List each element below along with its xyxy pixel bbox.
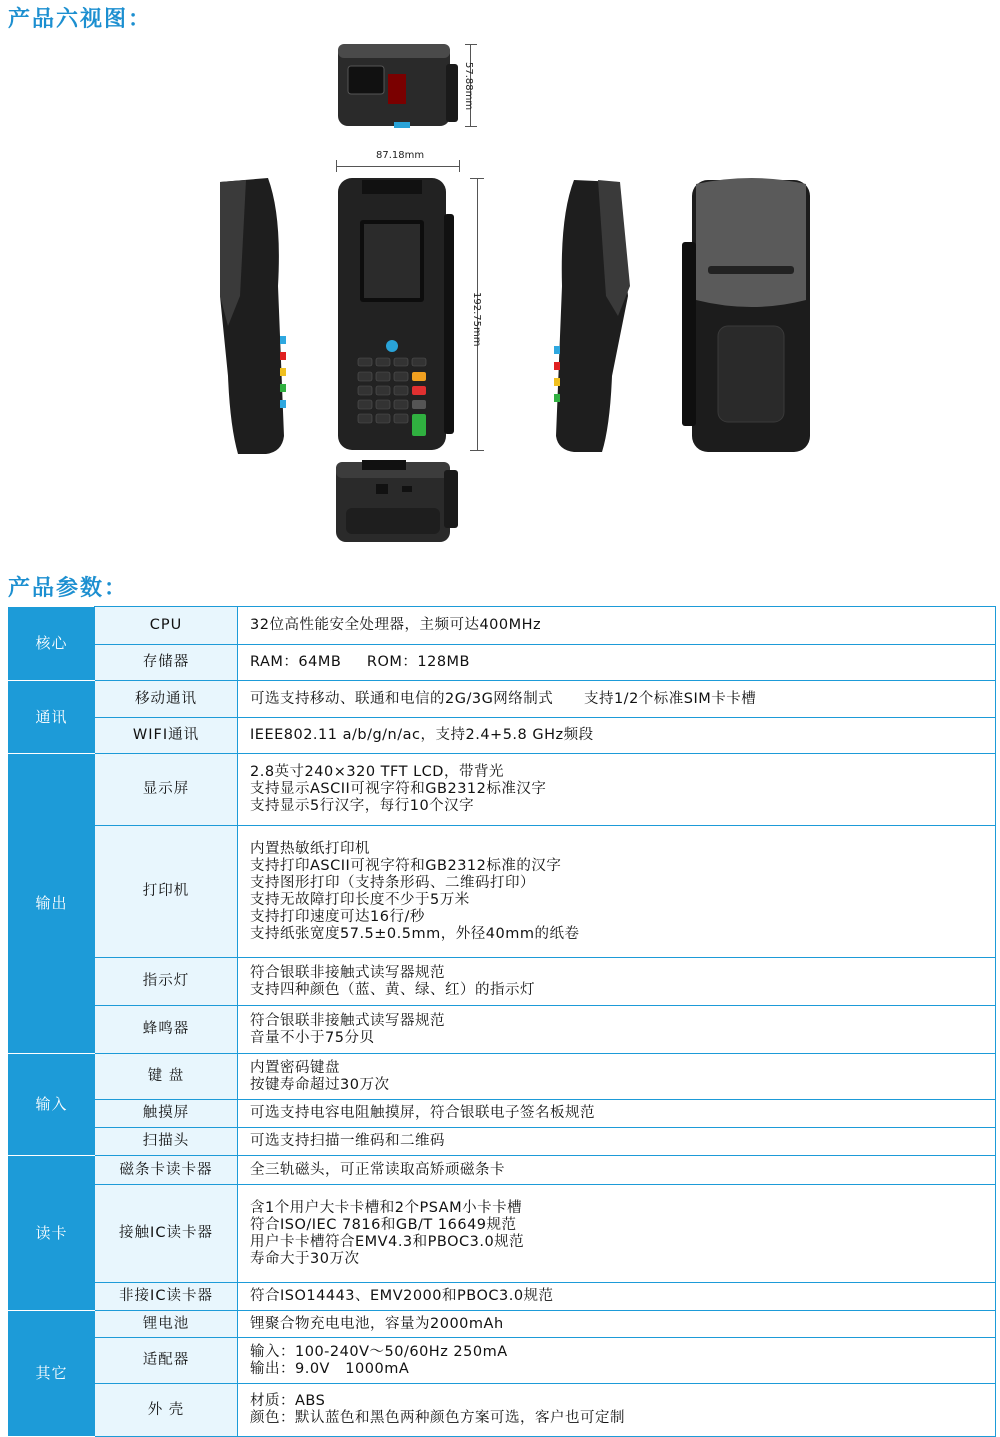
dim-width: 87.18mm (376, 150, 425, 161)
spec-value-line: 全三轨磁头，可正常读取高矫顽磁条卡 (250, 1161, 505, 1178)
spec-item-label: 接触IC读卡器 (95, 1185, 238, 1283)
spec-item-value (238, 1128, 996, 1156)
spec-item-value (238, 645, 996, 681)
spec-value-line: 32位高性能安全处理器，主频可达400MHz (250, 617, 542, 633)
spec-value-line: 用户卡卡槽符合EMV4.3和PBOC3.0规范 (250, 1233, 525, 1250)
spec-group-label: 读卡 (9, 1156, 95, 1311)
spec-item-value (238, 1283, 996, 1311)
spec-group-label: 通讯 (9, 681, 95, 754)
spec-row (9, 1054, 996, 1100)
dim-length: 192.75mm (471, 292, 482, 347)
spec-item-label: 适配器 (95, 1338, 238, 1384)
spec-value-line: 锂聚合物充电电池，容量为2000mAh (250, 1315, 504, 1332)
spec-item-label: 显示屏 (95, 754, 238, 826)
spec-row (9, 1283, 996, 1311)
spec-value-line: 支持打印速度可达16行/秒 (250, 908, 425, 925)
spec-value-line: 符合ISO/IEC 7816和GB/T 16649规范 (250, 1216, 517, 1233)
spec-value-line: 音量不小于75分贝 (250, 1029, 375, 1046)
spec-item-label: CPU (95, 607, 238, 645)
device-front-view (332, 174, 462, 456)
spec-value-line: 支持纸张宽度57.5±0.5mm，外径40mm的纸卷 (250, 925, 580, 942)
spec-row (9, 754, 996, 826)
spec-row (9, 826, 996, 958)
spec-item-label: 锂电池 (95, 1311, 238, 1338)
spec-value-line: 符合银联非接触式读写器规范 (250, 964, 445, 981)
spec-group-label: 核心 (9, 607, 95, 681)
spec-value-line: IEEE802.11 a/b/g/n/ac，支持2.4+5.8 GHz频段 (250, 727, 594, 743)
spec-value-line: 支持四种颜色（蓝、黄、绿、红）的指示灯 (250, 981, 535, 998)
spec-item-label: 磁条卡读卡器 (95, 1156, 238, 1185)
spec-value-line: RAM：64MB ROM：128MB (250, 654, 471, 670)
spec-row (9, 718, 996, 754)
spec-item-value (238, 1384, 996, 1437)
spec-value-line: 寿命大于30万次 (250, 1250, 360, 1267)
spec-item-value (238, 1100, 996, 1128)
spec-value-line: 内置密码键盘 (250, 1059, 340, 1076)
spec-value-line: 可选支持电容电阻触摸屏，符合银联电子签名板规范 (250, 1105, 595, 1121)
spec-row (9, 607, 996, 645)
spec-row (9, 1100, 996, 1128)
spec-row (9, 1185, 996, 1283)
spec-row (9, 1384, 996, 1437)
spec-item-label: 非接IC读卡器 (95, 1283, 238, 1311)
spec-row (9, 1156, 996, 1185)
spec-item-value (238, 1006, 996, 1054)
spec-item-label: 触摸屏 (95, 1100, 238, 1128)
spec-row (9, 1006, 996, 1054)
spec-row (9, 645, 996, 681)
spec-value-line: 支持图形打印（支持条形码、二维码打印） (250, 874, 535, 891)
spec-item-label: 外 壳 (95, 1384, 238, 1437)
spec-item-value (238, 826, 996, 958)
spec-item-value (238, 1156, 996, 1185)
device-back-view (682, 176, 822, 456)
spec-item-value (238, 1338, 996, 1384)
spec-item-value (238, 607, 996, 645)
dim-height-top: 57.88mm (463, 62, 474, 111)
spec-group-label: 其它 (9, 1311, 95, 1437)
spec-value-line: 支持显示5行汉字，每行10个汉字 (250, 798, 475, 814)
device-top-view (334, 42, 464, 132)
spec-table (8, 606, 996, 1437)
spec-row (9, 681, 996, 718)
spec-value-line: 2.8英寸240×320 TFT LCD，带背光 (250, 764, 504, 780)
spec-item-value (238, 1185, 996, 1283)
spec-value-line: 符合银联非接触式读写器规范 (250, 1012, 445, 1029)
spec-item-value (238, 681, 996, 718)
spec-item-value (238, 1311, 996, 1338)
spec-value-line: 符合ISO14443、EMV2000和PBOC3.0规范 (250, 1288, 554, 1304)
spec-item-label: 扫描头 (95, 1128, 238, 1156)
spec-row (9, 1338, 996, 1384)
spec-item-value (238, 754, 996, 826)
spec-item-label: 键 盘 (95, 1054, 238, 1100)
spec-row (9, 1311, 996, 1338)
spec-item-value (238, 958, 996, 1006)
spec-item-label: 蜂鸣器 (95, 1006, 238, 1054)
spec-item-label: 存储器 (95, 645, 238, 681)
spec-value-line: 输出：9.0V 1000mA (250, 1360, 410, 1377)
spec-row (9, 958, 996, 1006)
spec-group-label: 输入 (9, 1054, 95, 1156)
spec-value-line: 支持打印ASCII可视字符和GB2312标准的汉字 (250, 857, 562, 874)
spec-value-line: 内置热敏纸打印机 (250, 840, 370, 857)
spec-value-line: 支持无故障打印长度不少于5万米 (250, 891, 470, 908)
spec-item-label: 指示灯 (95, 958, 238, 1006)
params-section-title: 产品参数： (8, 576, 129, 601)
views-section-title: 产品六视图： (8, 7, 153, 32)
spec-item-label: 移动通讯 (95, 681, 238, 718)
device-bottom-view (332, 458, 466, 548)
spec-item-value (238, 1054, 996, 1100)
spec-value-line: 材质：ABS (250, 1393, 326, 1409)
spec-item-label: 打印机 (95, 826, 238, 958)
device-right-side-view (548, 176, 644, 454)
spec-value-line: 颜色：默认蓝色和黑色两种颜色方案可选，客户也可定制 (250, 1410, 625, 1426)
spec-value-line: 按键寿命超过30万次 (250, 1076, 390, 1093)
spec-value-line: 可选支持移动、联通和电信的2G/3G网络制式 支持1/2个标准SIM卡卡槽 (250, 690, 757, 707)
spec-value-line: 输入：100-240V～50/60Hz 250mA (250, 1343, 508, 1360)
spec-item-label: WIFI通讯 (95, 718, 238, 754)
spec-item-value (238, 718, 996, 754)
spec-value-line: 含1个用户大卡卡槽和2个PSAM小卡卡槽 (250, 1199, 523, 1216)
device-left-side-view (206, 176, 296, 458)
spec-group-label: 输出 (9, 754, 95, 1054)
spec-value-line: 可选支持扫描一维码和二维码 (250, 1133, 445, 1149)
spec-row (9, 1128, 996, 1156)
spec-value-line: 支持显示ASCII可视字符和GB2312标准汉字 (250, 781, 547, 797)
